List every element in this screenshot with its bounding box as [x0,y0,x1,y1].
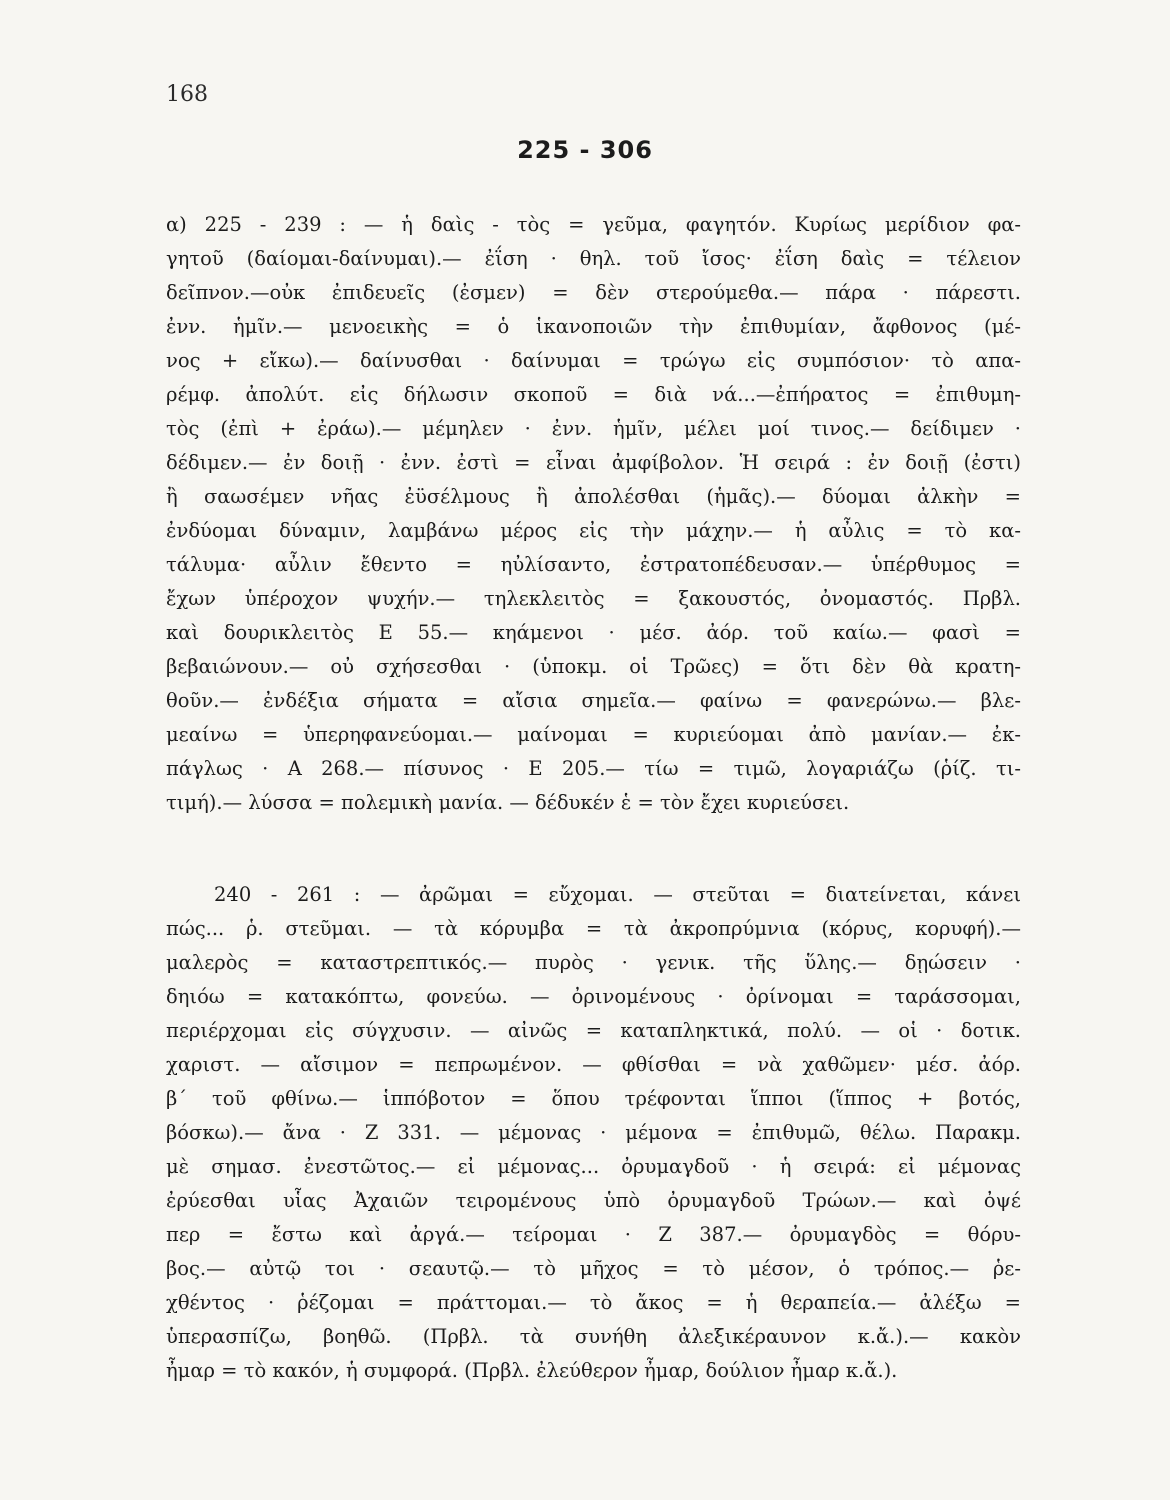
text-line: χθέντος · ῥέζομαι = πράττομαι.— τὸ ἄκος = ἡ θεραπεία.— ἀλέξω = [166,1291,1021,1314]
text-line: γητοῦ (δαίομαι-δαίνυμαι).— ἐΐση · θηλ. τοῦ ἴσος· ἐΐση δαὶς = τέλειον [166,247,1021,270]
text-line: α) 225 - 239 : — ἡ δαὶς - τὸς = γεῦμα, φαγητόν. Κυρίως μερίδιον φα- [166,213,1021,236]
text-line: μαλερὸς = καταστρεπτικός.— πυρὸς · γενικ. τῆς ὕλης.— δῃώσειν · [166,951,1021,974]
text-line: χαριστ. — αἴσιμον = πεπρωμένον. — φθίσθαι = νὰ χαθῶμεν· μέσ. ἀόρ. [166,1053,1021,1076]
text-line: δηιόω = κατακόπτω, φονεύω. — ὀρινομένους · ὀρίνομαι = ταράσσομαι, [166,985,1021,1008]
text-line: βόσκω).— ἄνα · Ζ 331. — μέμονας · μέμονα = ἐπιθυμῶ, θέλω. Παρακμ. [166,1121,1021,1144]
text-line: ἔχων ὑπέροχον ψυχήν.— τηλεκλειτὸς = ξακουστός, ὀνομαστός. Πρβλ. [166,587,1021,610]
text-line: ἐνδύομαι δύναμιν, λαμβάνω μέρος εἰς τὴν μάχην.— ἡ αὖλις = τὸ κα- [166,519,1021,542]
paragraph-a [166,208,1021,820]
text-line: ἐρύεσθαι υἷας Ἀχαιῶν τειρομένους ὑπὸ ὀρυμαγδοῦ Τρώων.— καὶ ὀψέ [166,1189,1021,1212]
text-line: νος + εἴκω).— δαίνυσθαι · δαίνυμαι = τρώγω εἰς συμπόσιον· τὸ απα- [166,349,1021,372]
text-line: β΄ τοῦ φθίνω.— ἱππόβοτον = ὅπου τρέφονται ἵπποι (ἵππος + βοτός, [166,1087,1021,1110]
text-line: θοῦν.— ἐνδέξια σήματα = αἴσια σημεῖα.— φαίνω = φανερώνω.— βλε- [166,689,1021,712]
text-line: τιμή).— λύσσα = πολεμικὴ μανία. — δέδυκέν ἑ = τὸν ἔχει κυριεύσει. [166,791,850,814]
text-line: τάλυμα· αὖλιν ἔθεντο = ηὐλίσαντο, ἐστρατοπέδευσαν.— ὑπέρθυμος = [166,553,1021,576]
text-line: ἢ σαωσέμεν νῆας ἐϋσέλμους ἢ ἀπολέσθαι (ἡμᾶς).— δύομαι ἀλκὴν = [166,485,1021,508]
text-line: ἦμαρ = τὸ κακόν, ἡ συμφορά. (Πρβλ. ἐλεύθερον ἦμαρ, δούλιον ἦμαρ κ.ἄ.). [166,1359,898,1382]
text-line: δέδιμεν.— ἐν δοιῇ · ἐνν. ἐστὶ = εἶναι ἀμφίβολον. Ἡ σειρά : ἐν δοιῇ (ἐστι) [166,451,1021,474]
section-heading: 225 - 306 [517,136,653,164]
page-number: 168 [166,82,208,107]
text-line-content: 240 - 261 : — ἀρῶμαι = εὔχομαι. — στεῦται = διατείνεται, κάνει [214,883,1021,906]
text-line: ἐνν. ἡμῖν.— μενοεικὴς = ὁ ἱκανοποιῶν τὴν ἐπιθυμίαν, ἄφθονος (μέ- [166,315,1021,338]
text-line: περιέρχομαι εἰς σύγχυσιν. — αἰνῶς = καταπληκτικά, πολύ. — οἱ · δοτικ. [166,1019,1021,1042]
text-line: τὸς (ἐπὶ + ἐράω).— μέμηλεν · ἐνν. ἡμῖν, μέλει μοί τινος.— δείδιμεν · [166,417,1021,440]
text-line: βεβαιώνουν.— οὐ σχήσεσθαι · (ὑποκμ. οἱ Τρῶες) = ὅτι δὲν θὰ κρατη- [166,655,1021,678]
text-line: πώς... ῥ. στεῦμαι. — τὰ κόρυμβα = τὰ ἀκροπρύμνια (κόρυς, κορυφή).— [166,917,1021,940]
text-line: ρέμφ. ἀπολύτ. εἰς δήλωσιν σκοποῦ = διὰ νά...—ἐπήρατος = ἐπιθυμη- [166,383,1021,406]
text-line [166,878,1021,912]
text-line: βος.— αὐτῷ τοι · σεαυτῷ.— τὸ μῆχος = τὸ μέσον, ὁ τρόπος.— ῥε- [166,1257,1021,1280]
text-line: μεαίνω = ὑπερηφανεύομαι.— μαίνομαι = κυριεύομαι ἀπὸ μανίαν.— ἐκ- [166,723,1021,746]
text-line: ὑπερασπίζω, βοηθῶ. (Πρβλ. τὰ συνήθη ἀλεξικέραυνον κ.ἄ.).— κακὸν [166,1325,1021,1348]
text-line: πάγλως · Α 268.— πίσυνος · Ε 205.— τίω = τιμῶ, λογαριάζω (ῥίζ. τι- [166,757,1021,780]
text-line: περ = ἔστω καὶ ἀργά.— τείρομαι · Ζ 387.— ὀρυμαγδὸς = θόρυ- [166,1223,1021,1246]
text-line: καὶ δουρικλειτὸς Ε 55.— κηάμενοι · μέσ. ἀόρ. τοῦ καίω.— φασὶ = [166,621,1021,644]
paragraph-b [166,878,1021,1388]
text-line: δεῖπνον.—οὐκ ἐπιδευεῖς (ἐσμεν) = δὲν στερούμεθα.— πάρα · πάρεστι. [166,281,1021,304]
text-line: μὲ σημασ. ἐνεστῶτος.— εἰ μέμονας... ὀρυμαγδοῦ · ἡ σειρά: εἰ μέμονας [166,1155,1021,1178]
